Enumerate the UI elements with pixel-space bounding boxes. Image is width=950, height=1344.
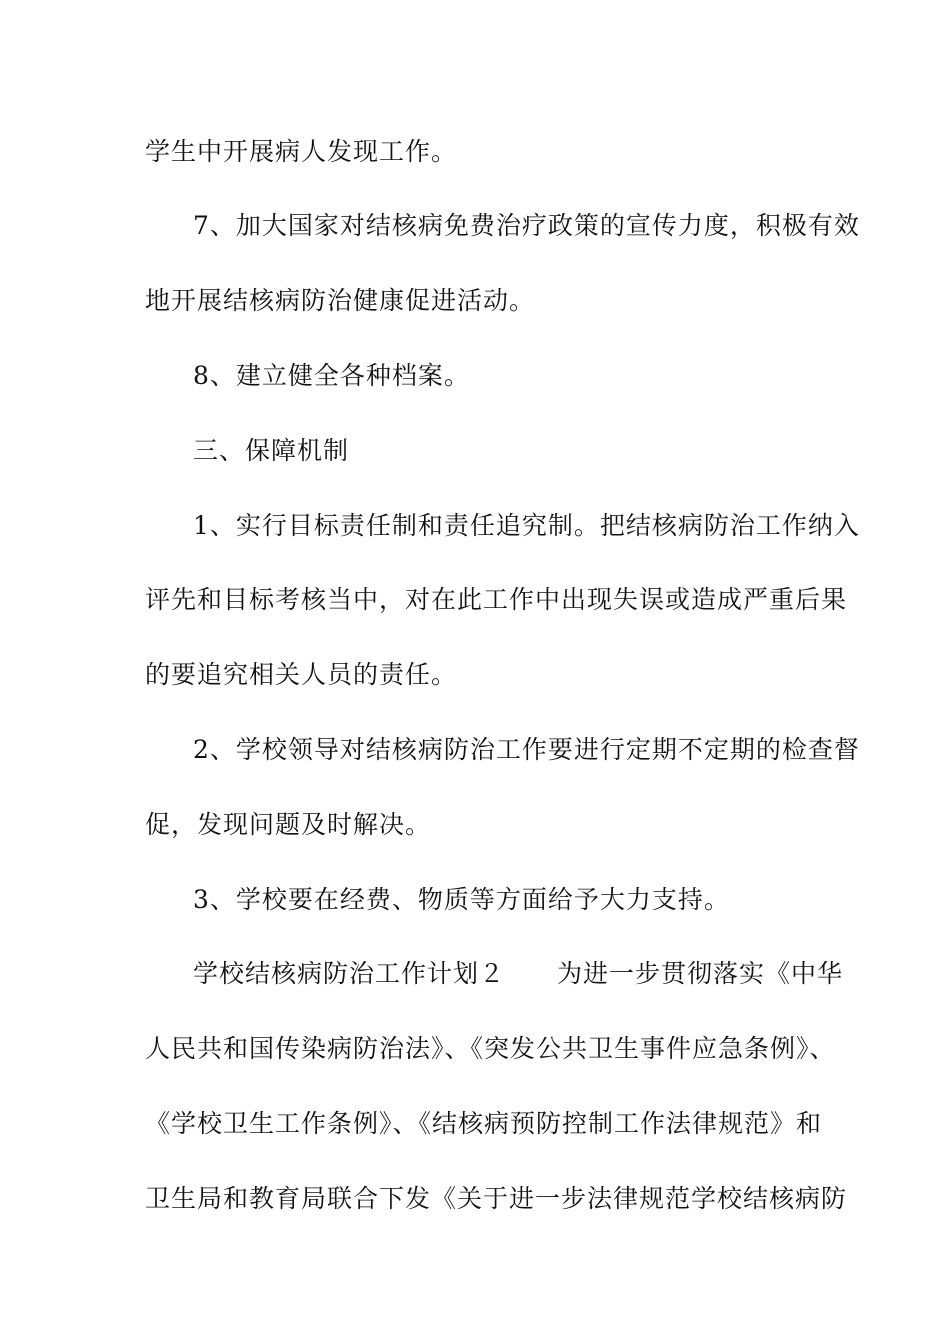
paragraph-line: 促，发现问题及时解决。 xyxy=(145,810,432,839)
paragraph-line: 7、加大国家对结核病免费治疗政策的宣传力度，积极有效 xyxy=(193,211,860,240)
paragraph-line: 1、实行目标责任制和责任追究制。把结核病防治工作纳入 xyxy=(193,511,860,540)
paragraph-line: 评先和目标考核当中，对在此工作中出现失误或造成严重后果 xyxy=(145,585,848,614)
paragraph-line: 人民共和国传染病防治法》、《突发公共卫生事件应急条例》、 xyxy=(145,1034,836,1063)
paragraph-line: 卫生局和教育局联合下发《关于进一步法律规范学校结核病防 xyxy=(145,1184,848,1213)
plan-title-line: 学校结核病防治工作计划２ 为进一步贯彻落实《中华 xyxy=(193,959,844,988)
paragraph-line: 学生中开展病人发现工作。 xyxy=(145,137,458,166)
paragraph-line: 8、建立健全各种档案。 xyxy=(193,361,470,390)
paragraph-line: 2、学校领导对结核病防治工作要进行定期不定期的检查督 xyxy=(193,735,860,764)
section-heading: 三、保障机制 xyxy=(193,436,350,465)
paragraph-line: 的要追究相关人员的责任。 xyxy=(145,660,458,689)
paragraph-line: 地开展结核病防治健康促进活动。 xyxy=(145,286,536,315)
paragraph-line: 《学校卫生工作条例》、《结核病预防控制工作法律规范》和 xyxy=(145,1109,823,1138)
paragraph-line: 3、学校要在经费、物质等方面给予大力支持。 xyxy=(193,885,730,914)
